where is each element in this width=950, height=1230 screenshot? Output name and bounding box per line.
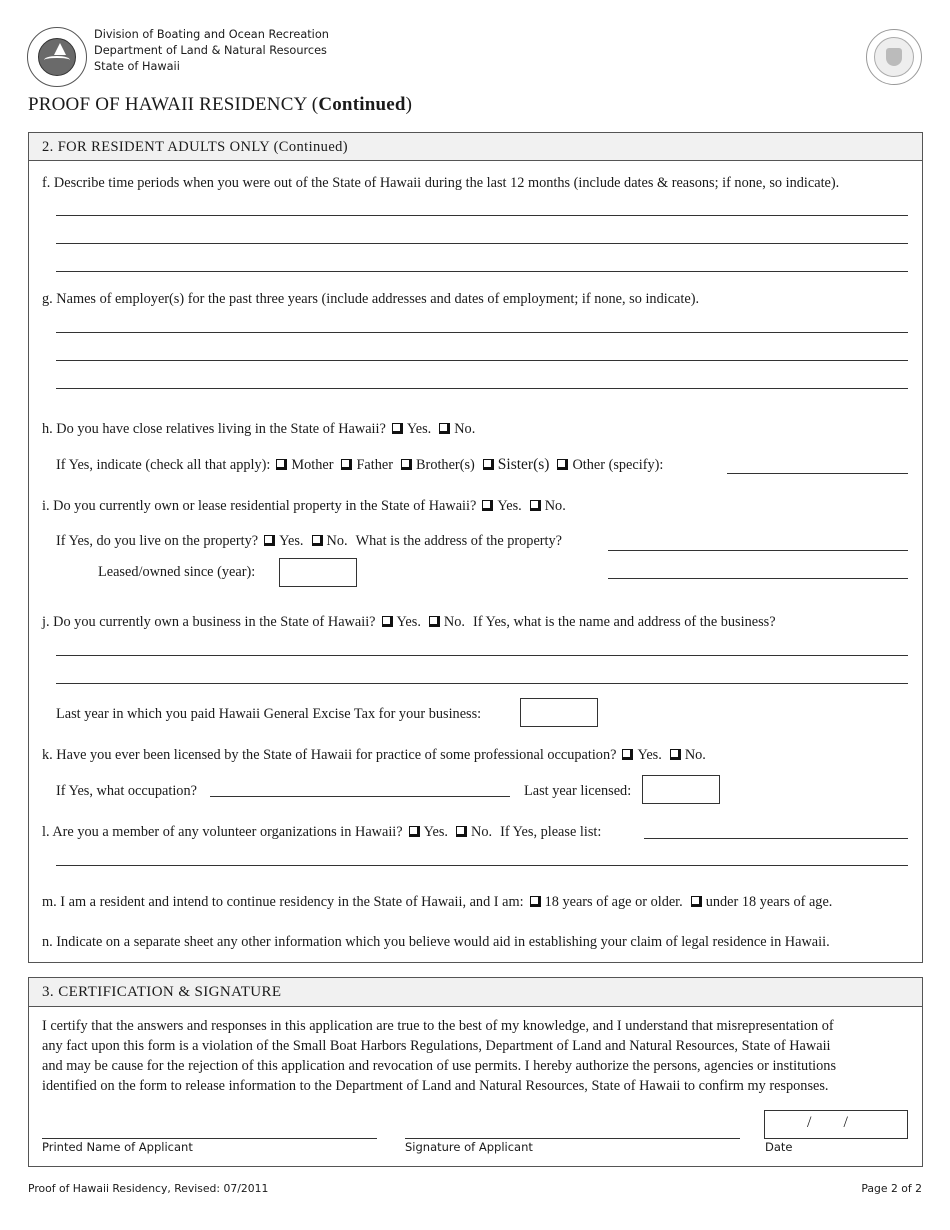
state-seal-shield-icon xyxy=(886,48,902,66)
live-yes-checkbox[interactable] xyxy=(264,535,275,546)
business-line-2[interactable] xyxy=(56,683,908,684)
footer-revision: Proof of Hawaii Residency, Revised: 07/2011 xyxy=(28,1182,269,1195)
mother-label: Mother xyxy=(291,457,334,473)
brothers-checkbox[interactable] xyxy=(401,459,412,470)
l-yes-label: Yes. xyxy=(423,824,449,840)
answer-line-f-2[interactable] xyxy=(56,243,908,244)
excise-tax-label: Last year in which you paid Hawaii General Excise Tax for your business: xyxy=(56,706,482,722)
property-address-line-2[interactable] xyxy=(608,578,908,579)
leased-since-label: Leased/owned since (year): xyxy=(98,564,256,580)
question-m: m. I am a resident and intend to continue residency in the State of Hawaii, and I am: xyxy=(42,894,524,910)
division-seal-logo xyxy=(27,27,87,87)
age-under-18-label: under 18 years of age. xyxy=(705,894,833,910)
live-no-label: No. xyxy=(326,533,348,549)
question-i: i. Do you currently own or lease residential property in the State of Hawaii? xyxy=(42,498,477,514)
i-yes-label: Yes. xyxy=(497,498,522,514)
org-line-3: State of Hawaii xyxy=(94,60,180,73)
answer-line-f-3[interactable] xyxy=(56,271,908,272)
live-on-property-row xyxy=(56,533,562,550)
sisters-label: Sister(s) xyxy=(497,456,550,473)
answer-line-f-1[interactable] xyxy=(56,215,908,216)
father-label: Father xyxy=(356,457,394,473)
l-no-label: No. xyxy=(471,824,493,840)
j-no-checkbox[interactable] xyxy=(429,616,440,627)
i-yes-checkbox[interactable] xyxy=(482,500,493,511)
date-field[interactable] xyxy=(764,1110,908,1139)
section-3-header xyxy=(29,978,922,1007)
question-h: h. Do you have close relatives living in the State of Hawaii? xyxy=(42,421,386,437)
relatives-prompt: If Yes, indicate (check all that apply): xyxy=(56,457,271,473)
question-h-row xyxy=(42,421,475,438)
live-on-property-prompt: If Yes, do you live on the property? xyxy=(56,533,259,549)
excise-tax-year-field[interactable] xyxy=(520,698,598,727)
question-m-row xyxy=(42,894,832,911)
occupation-line[interactable] xyxy=(210,796,510,797)
leased-since-year-field[interactable] xyxy=(279,558,357,587)
j-yes-checkbox[interactable] xyxy=(382,616,393,627)
title-end: ) xyxy=(405,94,413,115)
seal-sail-icon xyxy=(54,43,66,55)
question-k: k. Have you ever been licensed by the State of Hawaii for practice of some professional occupation? xyxy=(42,747,617,763)
title-main: PROOF OF HAWAII RESIDENCY ( xyxy=(28,94,319,115)
seal-wave-icon xyxy=(44,56,70,64)
h-yes-label: Yes. xyxy=(406,421,432,437)
section-2-title: 2. FOR RESIDENT ADULTS ONLY (Continued) xyxy=(42,139,349,155)
organizations-line-1[interactable] xyxy=(644,838,908,839)
title-bold: Continued xyxy=(318,94,406,115)
property-address-line-1[interactable] xyxy=(608,550,908,551)
property-address-prompt: What is the address of the property? xyxy=(355,533,563,549)
certification-line-2: any fact upon this form is a violation of the Small Boat Harbors Regulations, Department of Land and Natural Resources, State of Hawaii xyxy=(42,1038,831,1054)
printed-name-label: Printed Name of Applicant xyxy=(42,1140,193,1154)
question-l: l. Are you a member of any volunteer organizations in Hawaii? xyxy=(42,824,403,840)
i-no-label: No. xyxy=(544,498,566,514)
answer-line-g-1[interactable] xyxy=(56,332,908,333)
j-yes-label: Yes. xyxy=(396,614,421,630)
signature-line[interactable] xyxy=(405,1138,740,1139)
state-seal-logo xyxy=(866,29,922,85)
age-18-or-older-checkbox[interactable] xyxy=(530,896,541,907)
brothers-label: Brother(s) xyxy=(416,457,475,473)
age-under-18-checkbox[interactable] xyxy=(691,896,702,907)
k-no-checkbox[interactable] xyxy=(670,749,681,760)
i-no-checkbox[interactable] xyxy=(530,500,541,511)
printed-name-line[interactable] xyxy=(42,1138,377,1139)
other-relative-line[interactable] xyxy=(727,473,908,474)
section-2-header xyxy=(29,133,922,161)
question-n: n. Indicate on a separate sheet any other information which you believe would aid in establishing your claim of legal residence in Hawaii. xyxy=(42,934,830,950)
question-j-row xyxy=(42,614,776,631)
question-g: g. Names of employer(s) for the past three years (include addresses and dates of employment; if none, so indicate). xyxy=(42,291,700,307)
question-l-row xyxy=(42,824,601,841)
sisters-checkbox[interactable] xyxy=(483,459,494,470)
j-no-label: No. xyxy=(443,614,465,630)
organizations-prompt: If Yes, please list: xyxy=(500,824,602,840)
question-f: f. Describe time periods when you were out of the State of Hawaii during the last 12 months (include dates & reasons; if none, so indicate). xyxy=(42,175,840,191)
l-no-checkbox[interactable] xyxy=(456,826,467,837)
page-title xyxy=(28,94,412,116)
live-no-checkbox[interactable] xyxy=(312,535,323,546)
l-yes-checkbox[interactable] xyxy=(409,826,420,837)
h-no-label: No. xyxy=(454,421,476,437)
age-18-or-older-label: 18 years of age or older. xyxy=(544,894,683,910)
date-slashes: / / xyxy=(807,1114,848,1131)
k-yes-label: Yes. xyxy=(637,747,662,763)
other-relative-checkbox[interactable] xyxy=(557,459,568,470)
k-yes-checkbox[interactable] xyxy=(622,749,633,760)
business-name-prompt: If Yes, what is the name and address of the business? xyxy=(472,614,776,630)
certification-line-3: and may be cause for the rejection of this application and revocation of use permits. I hereby authorize the persons, agencies or institutions xyxy=(42,1058,837,1074)
section-3-title: 3. CERTIFICATION & SIGNATURE xyxy=(42,984,282,1000)
father-checkbox[interactable] xyxy=(341,459,352,470)
mother-checkbox[interactable] xyxy=(276,459,287,470)
question-j: j. Do you currently own a business in the State of Hawaii? xyxy=(42,614,376,630)
org-line-1: Division of Boating and Ocean Recreation xyxy=(94,28,329,41)
last-year-licensed-field[interactable] xyxy=(642,775,720,804)
certification-line-1: I certify that the answers and responses in this application are true to the best of my knowledge, and I understand that misrepresentation of xyxy=(42,1018,834,1034)
question-i-row xyxy=(42,498,566,515)
h-no-checkbox[interactable] xyxy=(439,423,450,434)
organizations-line-2[interactable] xyxy=(56,865,908,866)
other-relative-label: Other (specify): xyxy=(572,457,664,473)
occupation-label: If Yes, what occupation? xyxy=(56,783,197,799)
h-yes-checkbox[interactable] xyxy=(392,423,403,434)
answer-line-g-2[interactable] xyxy=(56,360,908,361)
footer-page-number: Page 2 of 2 xyxy=(861,1182,922,1195)
relatives-row xyxy=(56,456,663,474)
business-line-1[interactable] xyxy=(56,655,908,656)
org-line-2: Department of Land & Natural Resources xyxy=(94,44,327,57)
k-no-label: No. xyxy=(684,747,706,763)
date-label: Date xyxy=(765,1140,793,1154)
answer-line-g-3[interactable] xyxy=(56,388,908,389)
certification-line-4: identified on the form to release information to the Department of Land and Natural Resources, State of Hawaii to confirm my responses. xyxy=(42,1078,829,1094)
question-k-row xyxy=(42,747,706,764)
last-year-licensed-label: Last year licensed: xyxy=(524,783,632,799)
live-yes-label: Yes. xyxy=(279,533,304,549)
signature-label: Signature of Applicant xyxy=(405,1140,533,1154)
